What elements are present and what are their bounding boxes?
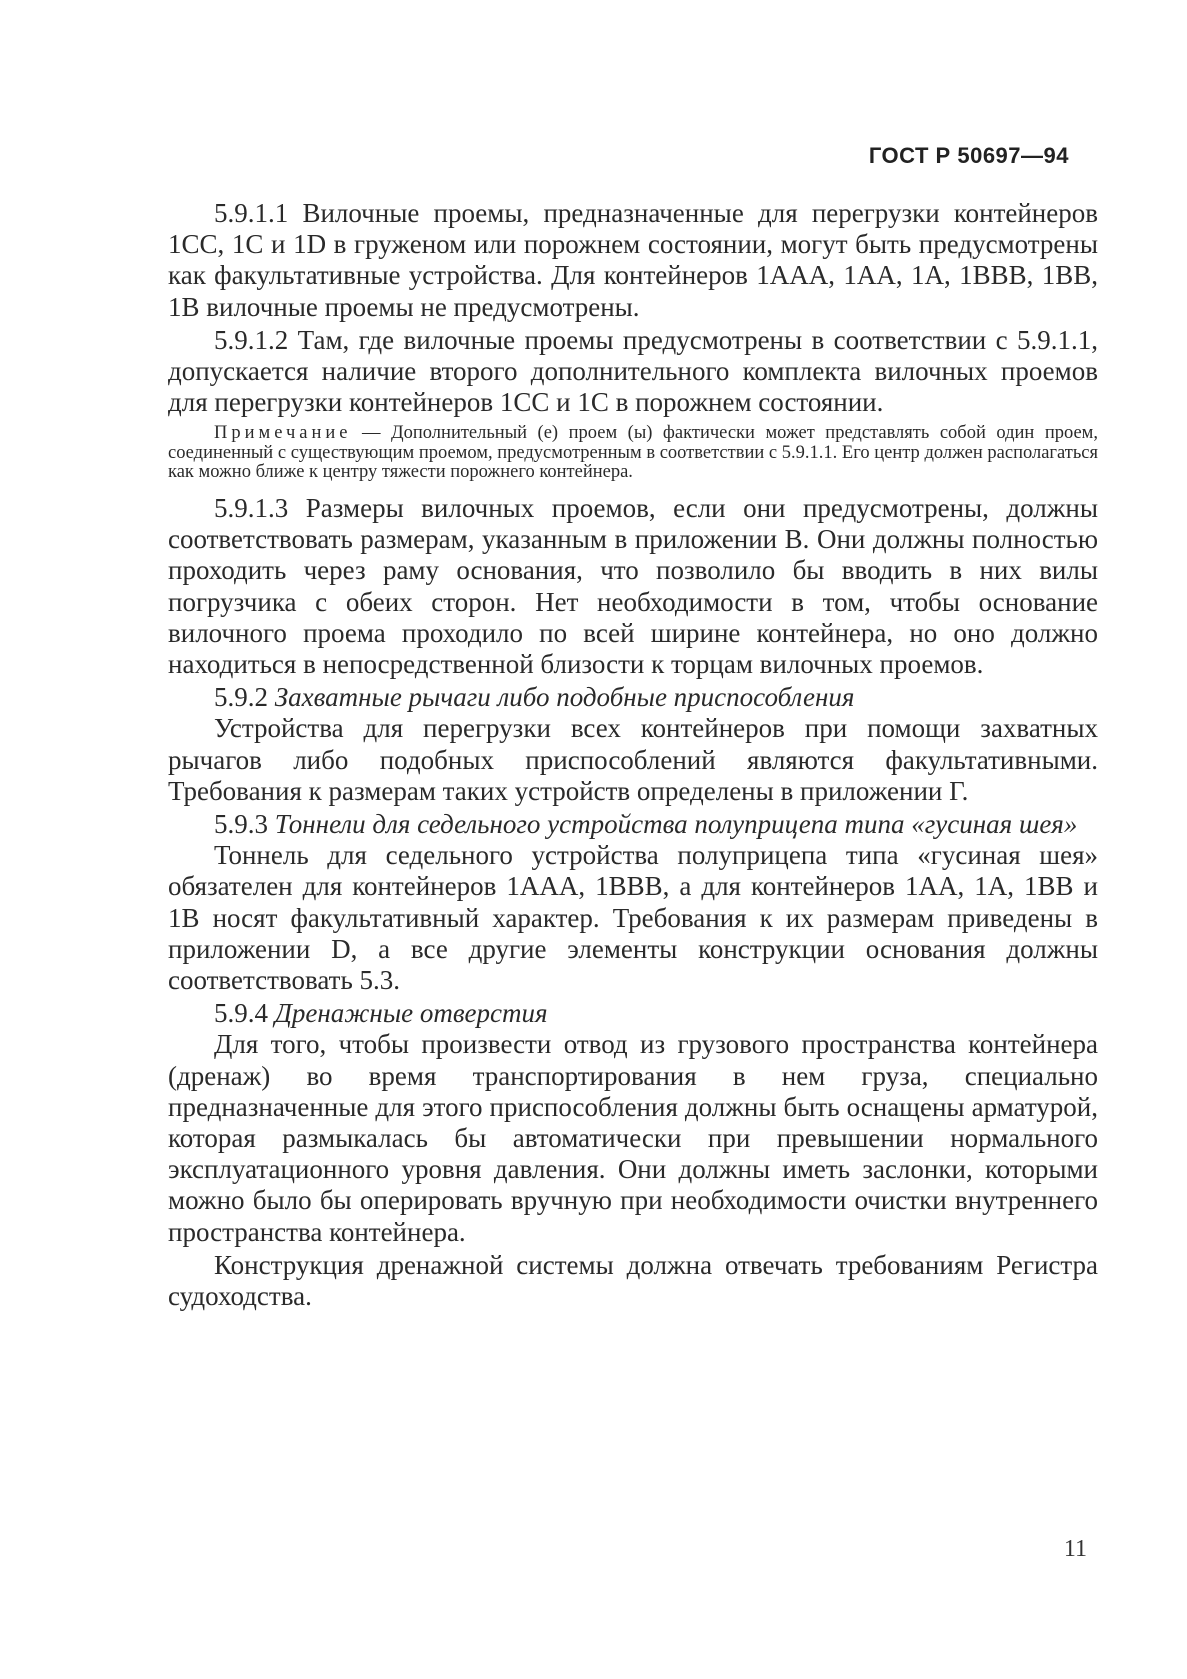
paragraph-5-9-1-1: 5.9.1.1 Вилочные проемы, предназначенные для перегрузки контейнеров 1СС, 1С и 1D в груженом или порожнем состоянии, могут быть предусмотрены как факультативные устройства. Для контейнеров 1ААА, 1АА, 1А, 1ВВВ, 1ВВ, 1В вилочные проемы не предусмотрены. xyxy=(168,198,1098,322)
note-text: — Дополнительный (е) проем (ы) фактически может представлять собой один проем, соединенный с существующим проемом, предусмотренным в соответствии с 5.9.1.1. Его центр должен располагаться как можно ближе к центру тяжести порожнего контейнера. xyxy=(168,423,1098,483)
paragraph-5-9-4-a: Для того, чтобы произвести отвод из грузового пространства контейнера (дренаж) во время транспортирования в нем груза, специально предназначенные для этого приспособления должны быть оснащены арматурой, которая размыкалась бы автоматически при превышении нормального эксплуатационного уровня давления. Они должны иметь заслонки, которыми можно было бы оперировать вручную при необходимости очистки внутреннего пространства контейнера. xyxy=(168,1029,1098,1247)
paragraph-5-9-1-3: 5.9.1.3 Размеры вилочных проемов, если они предусмотрены, должны соответствовать размерам, указанным в приложении В. Они должны полностью проходить через раму основания, что позволило бы вводить в них вилы погрузчика с обеих сторон. Нет необходимости в том, чтобы основание вилочного проема проходило по всей ширине контейнера, но оно должно находиться в непосредственной близости к торцам вилочных проемов. xyxy=(168,492,1098,679)
heading-5-9-3-title: Тоннели для седельного устройства полуприцепа типа «гусиная шея» xyxy=(274,808,1078,839)
heading-5-9-3 xyxy=(168,809,1098,840)
note-block xyxy=(168,424,1098,483)
paragraph-5-9-2: Устройства для перегрузки всех контейнеров при помощи захватных рычагов либо подобных приспособлений являются факультативными. Требования к размерам таких устройств определены в приложении Г. xyxy=(168,713,1098,806)
heading-5-9-2-title: Захватные рычаги либо подобные приспособления xyxy=(274,682,855,713)
page-number: 11 xyxy=(1063,1536,1087,1562)
heading-5-9-4-number: 5.9.4 xyxy=(214,998,268,1029)
document-body xyxy=(168,198,1098,1314)
paragraph-5-9-3: Тоннель для седельного устройства полуприцепа типа «гусиная шея» обязателен для контейнеров 1ААА, 1ВВВ, а для контейнеров 1АА, 1А, 1ВВ и 1В носят факультативный характер. Требования к их размерам приведены в приложении D, а все другие элементы конструкции основания должны соответствовать 5.3. xyxy=(168,840,1098,995)
heading-5-9-2-number: 5.9.2 xyxy=(214,682,268,713)
heading-5-9-3-number: 5.9.3 xyxy=(214,808,268,839)
paragraph-5-9-1-2: 5.9.1.2 Там, где вилочные проемы предусмотрены в соответствии с 5.9.1.1, допускается наличие второго дополнительного комплекта вилочных проемов для перегрузки контейнеров 1СС и 1С в порожнем состоянии. xyxy=(168,324,1098,418)
heading-5-9-2 xyxy=(168,682,1098,713)
heading-5-9-4 xyxy=(168,998,1098,1029)
document-code-header: ГОСТ Р 50697—94 xyxy=(868,143,1069,168)
paragraph-5-9-4-b: Конструкция дренажной системы должна отвечать требованиям Регистра судоходства. xyxy=(168,1249,1098,1311)
note-label: Примечание xyxy=(214,423,352,444)
heading-5-9-4-title: Дренажные отверстия xyxy=(274,998,548,1029)
